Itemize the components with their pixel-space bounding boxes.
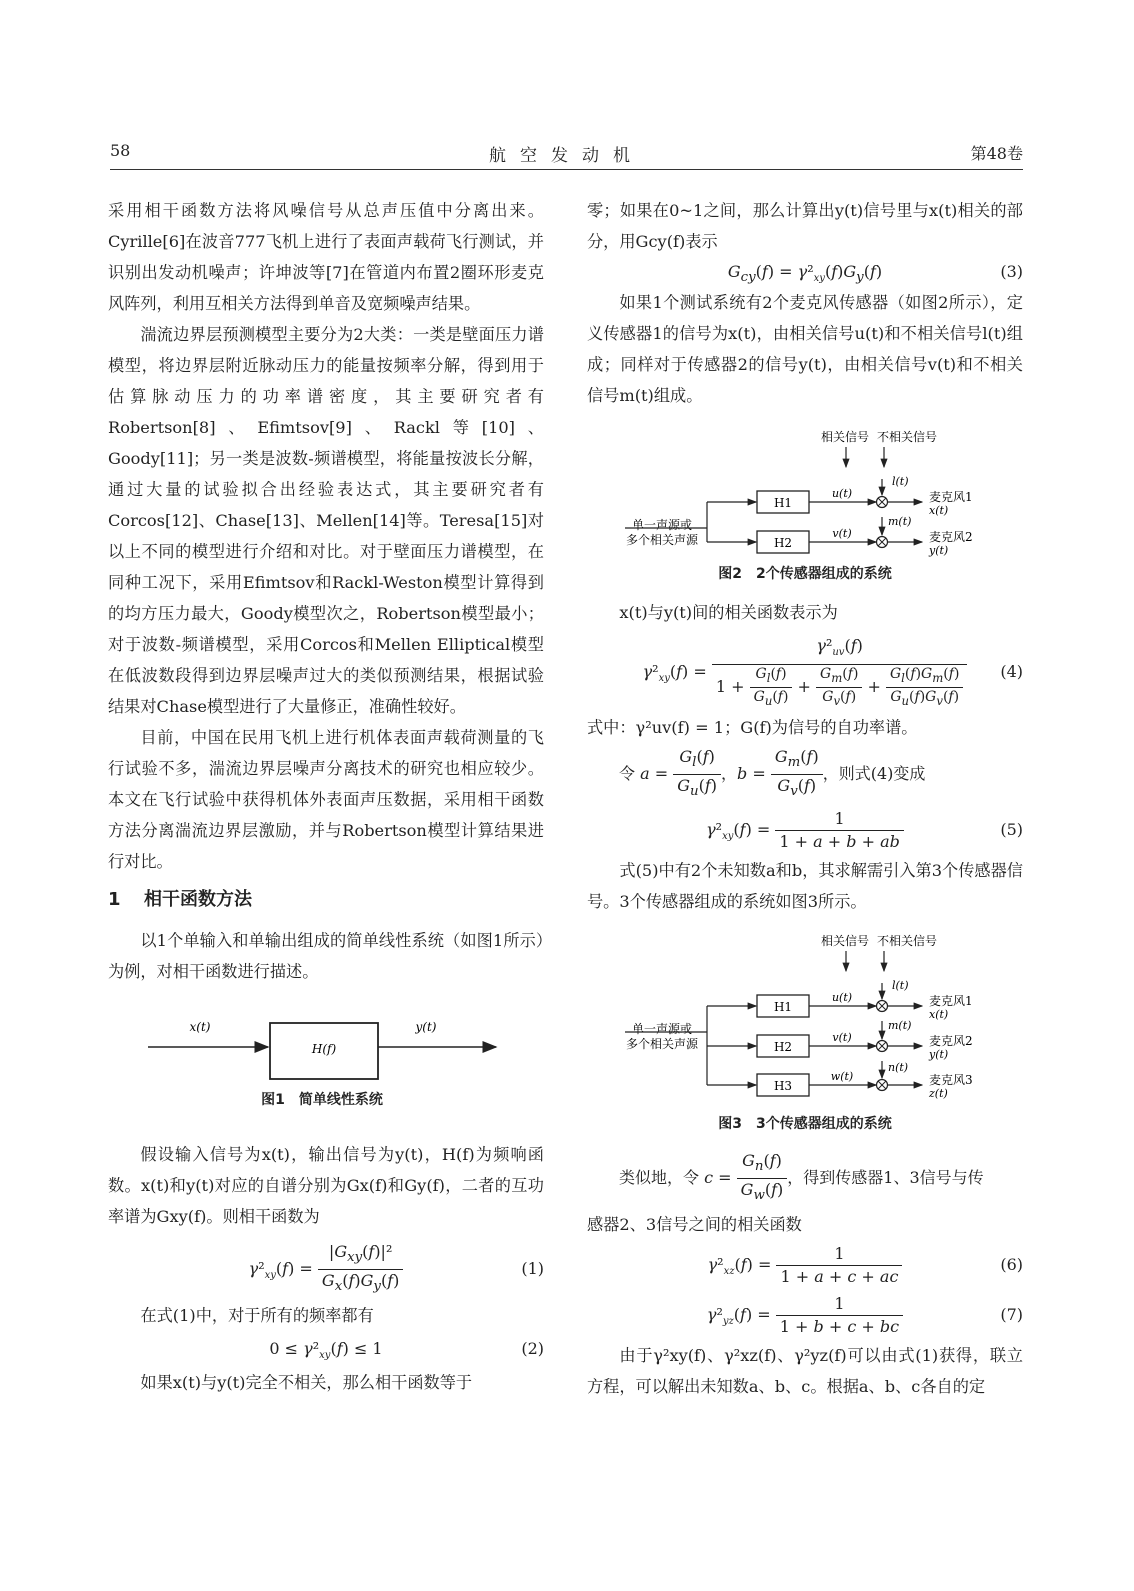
figure-caption: 图1 简单线性系统	[261, 1092, 383, 1108]
figure-3-diagram	[587, 921, 1023, 1115]
equation-5: $\gamma^2_{xy}(f)$ = $\frac{1}{1 + a + b + ab}$ (5)	[587, 805, 1023, 855]
equation-let-c: 类似地，令 c = $\frac{G_n(f)}{G_w(f)}$ ，得到传感器1、3信号与传	[619, 1150, 984, 1204]
mic-2-signal: y(t)	[929, 1048, 949, 1061]
text: ，则式(4)变成	[822, 764, 926, 783]
label-uncorrelated: 不相关信号	[876, 934, 938, 948]
equation-number: (1)	[521, 1259, 544, 1278]
paragraph: 湍流边界层预测模型主要分为2大类：一类是壁面压力谱模型，将边界层附近脉动压力的能量按频率分解，得到用于估算脉动压力的功率谱密度，其主要研究者有Robertson[8]、Efimtsov[9]、Rackl等[10]、Goody[11]；另一类是波数-频谱模型，将能量按波长分解，通过大量的试验拟合出经验表达式，其主要研究者有Corcos[12]、Chase[13]、Mellen[14]等。Teresa[15]对以上不同的模型进行介绍和对比。对于壁面压力谱模型，在同种工况下，采用Efimtsov和Rackl-Weston模型计算得到的均方压力最大，Goody模型次之，Robertson模型最小；对于波数-频谱模型，采用Corcos和Mellen Elliptical模型在低波数段得到边界层噪声过大的类似预测结果，根据试验结果对Chase模型进行了大量修正，准确性较好。	[108, 325, 544, 716]
figure-1-diagram	[108, 995, 544, 1085]
mixer-2	[877, 537, 888, 548]
equation-7: $\gamma^2_{yz}(f)$ = $\frac{1}{1 + b + c + bc}$ (7)	[587, 1290, 1023, 1340]
u-label: u(t)	[831, 991, 853, 1004]
mic-1-signal: x(t)	[929, 1008, 949, 1021]
mic-1-signal: x(t)	[929, 504, 949, 517]
figure-caption: 图2 2个传感器组成的系统	[718, 566, 892, 582]
paragraph: 式中：γ²uv(f) = 1；G(f)为信号的自功率谱。	[587, 718, 918, 737]
h2-label: H2	[773, 536, 793, 550]
page-number: 58	[110, 141, 131, 160]
paragraph: 零；如果在0~1之间，那么计算出y(t)信号里与x(t)相关的部分，用Gcy(f)表示	[587, 201, 1023, 251]
equation-number: (7)	[1000, 1305, 1023, 1324]
equation-4: $\gamma^2_{xy}(f)$ = $\gamma^2_{uv}(f)$ 1 + $\frac{G_l(f)}{G_u(f)}$ + $\frac{G_m(f)}{G_v(f)}$ + $\frac{G_l(f)G_m(f)}{G_u(f)G_v(f)}$ (4)	[587, 632, 1023, 712]
l-label: l(t)	[892, 979, 909, 992]
source-label: 单一声源或	[631, 518, 693, 532]
paragraph: 采用相干函数方法将风噪信号从总声压值中分离出来。Cyrille[6]在波音777飞机上进行了表面声载荷飞行测试，并识别出发动机噪声；许坤波等[7]在管道内布置2圈环形麦克风阵列，利用互相关方法得到单音及宽频噪声结果。	[108, 201, 544, 313]
paragraph: 如果1个测试系统有2个麦克风传感器（如图2所示），定义传感器1的信号为x(t)，由相关信号u(t)和不相关信号l(t)组成；同样对于传感器2的信号y(t)，由相关信号v(t)和不相关信号m(t)组成。	[587, 293, 1023, 405]
mixer-2	[877, 1041, 888, 1052]
equation-2: $0 \le \gamma^2_{xy}(f) \le 1$ (2)	[108, 1331, 544, 1367]
paragraph: 在式(1)中，对于所有的频率都有	[140, 1306, 374, 1325]
label-uncorrelated: 不相关信号	[876, 430, 938, 444]
input-label: x(t)	[189, 1020, 211, 1034]
right-column	[587, 195, 1023, 1402]
section-title: 相干函数方法	[144, 889, 252, 910]
equation-number: (3)	[1000, 262, 1023, 281]
equation-6: $\gamma^2_{xz}(f)$ = $\frac{1}{1 + a + c + ac}$ (6)	[587, 1240, 1023, 1290]
mic-1-label: 麦克风1	[929, 994, 973, 1008]
v-label: v(t)	[832, 527, 852, 540]
equation-number: (2)	[521, 1339, 544, 1358]
paragraph: 感器2、3信号之间的相关函数	[587, 1215, 802, 1234]
paragraph: 如果x(t)与y(t)完全不相关，那么相干函数等于	[140, 1373, 473, 1392]
left-column	[108, 195, 544, 1398]
paragraph: 式(5)中有2个未知数a和b，其求解需引入第3个传感器信号。3个传感器组成的系统如图3所示。	[587, 861, 1023, 911]
m-label: m(t)	[888, 1019, 912, 1032]
mixer-3	[877, 1080, 888, 1091]
equation-1: $\gamma^2_{xy}(f)$ = $\frac{|G_{xy}(f)|^2}{G_x(f)G_y(f)}$ (1)	[108, 1238, 544, 1300]
paragraph: x(t)与y(t)间的相关函数表示为	[619, 603, 838, 622]
n-label: n(t)	[888, 1061, 909, 1074]
source-label: 多个相关声源	[625, 533, 699, 547]
paragraph: 以1个单输入和单输出组成的简单线性系统（如图1所示）为例，对相干函数进行描述。	[108, 931, 544, 981]
block-label: H(f)	[311, 1042, 337, 1056]
figure-1	[108, 995, 544, 1115]
paragraph: 假设输入信号为x(t)，输出信号为y(t)，H(f)为频响函数。x(t)和y(t)对应的自谱分别为Gx(f)和Gy(f)，二者的互功率谱为Gxy(f)。则相干函数为	[108, 1145, 544, 1226]
paragraph: 由于γ²xy(f)、γ²xz(f)、γ²yz(f)可以由式(1)获得，联立方程，可以解出未知数a、b、c。根据a、b、c各自的定	[587, 1346, 1023, 1396]
label-correlated: 相关信号	[820, 934, 870, 948]
source-label: 单一声源或	[631, 1022, 693, 1036]
h2-label: H2	[773, 1040, 793, 1054]
mixer-1	[877, 497, 888, 508]
label-correlated: 相关信号	[820, 430, 870, 444]
journal-title: 航空发动机	[489, 146, 644, 166]
w-label: w(t)	[830, 1070, 854, 1083]
output-label: y(t)	[415, 1020, 437, 1034]
mic-1-label: 麦克风1	[929, 490, 973, 504]
volume-label: 第48卷	[970, 144, 1023, 163]
figure-2-diagram	[587, 417, 1023, 569]
mic-2-label: 麦克风2	[929, 530, 973, 544]
header-rule	[110, 169, 1023, 170]
figure-caption: 图3 3个传感器组成的系统	[718, 1116, 892, 1132]
source-label: 多个相关声源	[625, 1037, 699, 1051]
mic-3-signal: z(t)	[929, 1087, 948, 1100]
equation-3: $G_{cy}(f) = \gamma^2_{xy}(f)G_y(f)$ (3)	[587, 257, 1023, 287]
l-label: l(t)	[892, 475, 909, 488]
figure-3	[587, 921, 1023, 1141]
text: 类似地，令	[619, 1168, 700, 1187]
mic-3-label: 麦克风3	[929, 1073, 973, 1087]
mixer-1	[877, 1001, 888, 1012]
m-label: m(t)	[888, 515, 912, 528]
v-label: v(t)	[832, 1031, 852, 1044]
mic-2-label: 麦克风2	[929, 1034, 973, 1048]
section-number: 1	[108, 889, 121, 910]
paragraph: 目前，中国在民用飞机上进行机体表面声载荷测量的飞行试验不多，湍流边界层噪声分离技术的研究也相应较少。本文在飞行试验中获得机体外表面声压数据，采用相干函数方法分离湍流边界层激励，并与Robertson模型计算结果进行对比。	[108, 728, 544, 871]
h1-label: H1	[773, 496, 793, 510]
equation-number: (4)	[1000, 662, 1023, 681]
section-heading	[108, 885, 544, 915]
h1-label: H1	[773, 1000, 793, 1014]
mic-2-signal: y(t)	[929, 544, 949, 557]
equation-number: (5)	[1000, 820, 1023, 839]
text: 令	[619, 764, 636, 783]
equation-number: (6)	[1000, 1255, 1023, 1274]
u-label: u(t)	[831, 487, 853, 500]
h3-label: H3	[773, 1079, 793, 1093]
text: ，得到传感器1、3信号与传	[787, 1168, 984, 1187]
equation-let-ab: 令 a = $\frac{G_l(f)}{G_u(f)}$ ，b = $\frac{G_m(f)}{G_v(f)}$ ，则式(4)变成	[619, 746, 926, 800]
page-header	[110, 141, 1023, 173]
figure-2	[587, 417, 1023, 593]
